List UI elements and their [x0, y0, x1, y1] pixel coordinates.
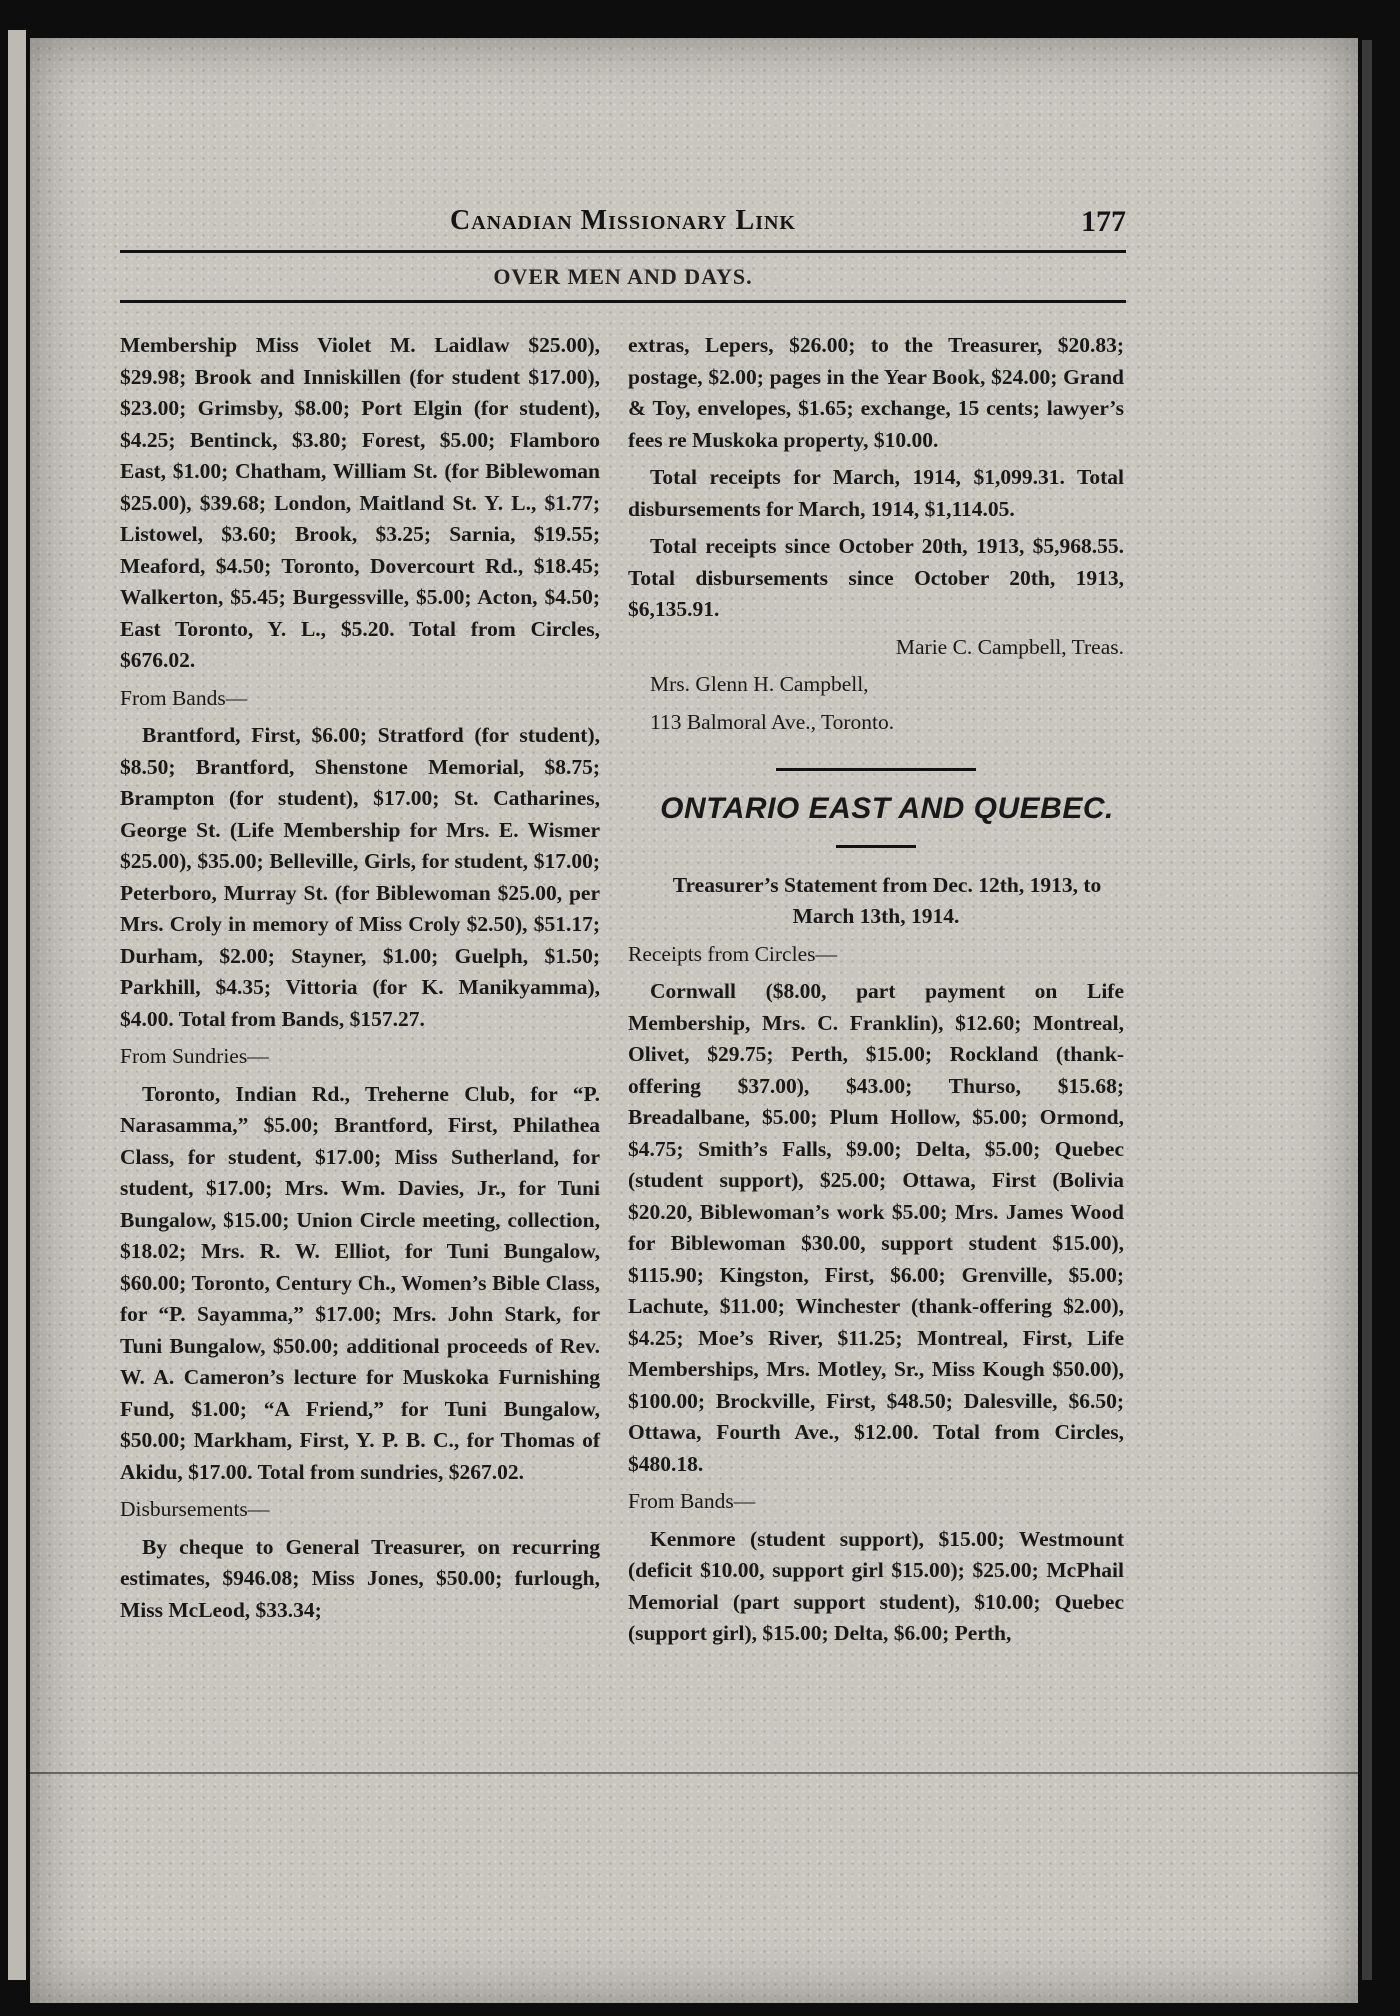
left-paragraph-1: Membership Miss Violet M. Laidlaw $25.00), $29.98; Brook and Inniskillen (for student $17.00), $23.00; Grimsby, $8.00; Port Elgin (for student), $4.25; Bentinck, $3.80; Forest, $5.00; Flamboro East, $1.00; Chatham, William St. (for Biblewoman $25.00), $39.68; London, Maitland St. Y. L., $1.77; Listowel, $3.60; Brook, $3.25; Sarnia, $19.55; Meaford, $4.50; Toronto, Dovercourt Rd., $18.45; Walkerton, $5.45; Burgessville, $5.00; Acton, $4.50; East Toronto, Y. L., $5.20. Total from Circles, $676.02. [120, 333, 600, 672]
heading-underline [836, 845, 916, 848]
header-rule-top [120, 250, 1126, 253]
section-divider [776, 768, 976, 771]
section-heading: OVER MEN AND DAYS. [493, 264, 753, 289]
address-street: 113 Balmoral Ave., Toronto. [650, 709, 895, 734]
right-column [628, 330, 1124, 1656]
right-paragraph-circles: Cornwall ($8.00, part payment on Life Membership, Mrs. C. Franklin), $12.60; Montreal, Olivet, $29.75; Perth, $15.00; Rockland (thank-offering $37.00), $43.00; Thurso, $15.68; Breadalbane, $5.00; Plum Hollow, $5.00; Ormond, $4.75; Smith’s Falls, $9.00; Delta, $5.00; Quebec (student support), $25.00; Ottawa, First (Bolivia $20.20, Biblewoman’s work $5.00; Mrs. James Wood for Biblewoman $30.00, support student $15.00), $115.90; Kingston, First, $6.00; Grenville, $5.00; Lachute, $11.00; Winchester (thank-offering $2.00), $4.25; Moe’s River, $11.25; Montreal, First, Life Memberships, Mrs. Motley, Sr., Miss Kough $50.00), $100.00; Brockville, First, $48.50; Dalesville, $6.50; Ottawa, Fourth Ave., $12.00. Total from Circles, $480.18. [628, 979, 1124, 1476]
bands-label: From Bands— [120, 685, 248, 710]
ontario-east-quebec-heading: ONTARIO EAST AND QUEBEC. [660, 792, 1114, 825]
right-bands-label: From Bands— [628, 1489, 756, 1513]
circles-label: Receipts from Circles— [628, 941, 837, 966]
header-rule-bottom [120, 300, 1126, 303]
left-paragraph-sundries: Toronto, Indian Rd., Treherne Club, for “P. Narasamma,” $5.00; Brantford, First, Philathea Class, for student, $17.00; Miss Sutherland, for student, $17.00; Mrs. Wm. Davies, Jr., for Tuni Bungalow, $15.00; Union Circle meeting, collection, $18.02; Mrs. R. W. Elliot, for Tuni Bungalow, $60.00; Toronto, Century Ch., Women’s Bible Class, for “P. Sayamma,” $17.00; Mrs. John Stark, for Tuni Bungalow, $50.00; additional proceeds of Rev. W. A. Cameron’s lecture for Muskoka Furnishing Fund, $1.00; “A Friend,” for Tuni Bungalow, $50.00; Markham, First, Y. P. B. C., for Thomas of Akidu, $17.00. Total from sundries, $267.02. [120, 1081, 600, 1484]
running-head [120, 205, 1126, 245]
left-paragraph-bands: Brantford, First, $6.00; Stratford (for student), $8.50; Brantford, Shenstone Memorial, $8.75; Brampton (for student), $17.00; St. Catharines, George St. (Life Membership for Mrs. E. Wismer $25.00), $35.00; Belleville, Girls, for student, $17.00; Peterboro, Murray St. (for Biblewoman $25.00, per Mrs. Croly in memory of Miss Croly $2.50), $51.17; Durham, $2.00; Stayner, $1.00; Guelph, $1.50; Parkhill, $4.35; Vittoria (for K. Manikyamma), $4.00. Total from Bands, $157.27. [120, 723, 600, 1031]
running-title: Canadian Missionary Link [450, 205, 796, 236]
right-paragraph-bands: Kenmore (student support), $15.00; Westmount (deficit $10.00, support girl $15.00); $25.00; McPhail Memorial (part support student), $10.00; Quebec (support girl), $15.00; Delta, $6.00; Perth, [628, 1526, 1124, 1645]
scan-fold-line [30, 1772, 1358, 1774]
disbursements-label: Disbursements— [120, 1497, 270, 1521]
march-totals: Total receipts for March, 1914, $1,099.31. Total disbursements for March, 1914, $1,114.05. [628, 465, 1124, 521]
treasurer-signature: Marie C. Campbell, Treas. [895, 634, 1124, 659]
period-totals: Total receipts since October 20th, 1913, $5,968.55. Total disbursements since October 20th, 1913, $6,135.91. [628, 534, 1124, 621]
left-paragraph-disbursements: By cheque to General Treasurer, on recurring estimates, $946.08; Miss Jones, $50.00; furlough, Miss McLeod, $33.34; [120, 1534, 600, 1622]
page-edge-shadow [1362, 40, 1372, 1980]
sundries-label: From Sundries— [120, 1044, 269, 1068]
right-paragraph-1: extras, Lepers, $26.00; to the Treasurer, $20.83; postage, $2.00; pages in the Year Book, $24.00; Grand & Toy, envelopes, $1.65; exchange, 15 cents; lawyer’s fees re Muskoka property, $10.00. [628, 333, 1124, 452]
page-number: 177 [1081, 205, 1126, 238]
previous-page-edge [8, 30, 26, 1980]
statement-heading: Treasurer’s Statement from Dec. 12th, 1913, to March 13th, 1914. [672, 872, 1102, 928]
left-column [120, 330, 600, 1632]
address-name: Mrs. Glenn H. Campbell, [650, 672, 869, 696]
